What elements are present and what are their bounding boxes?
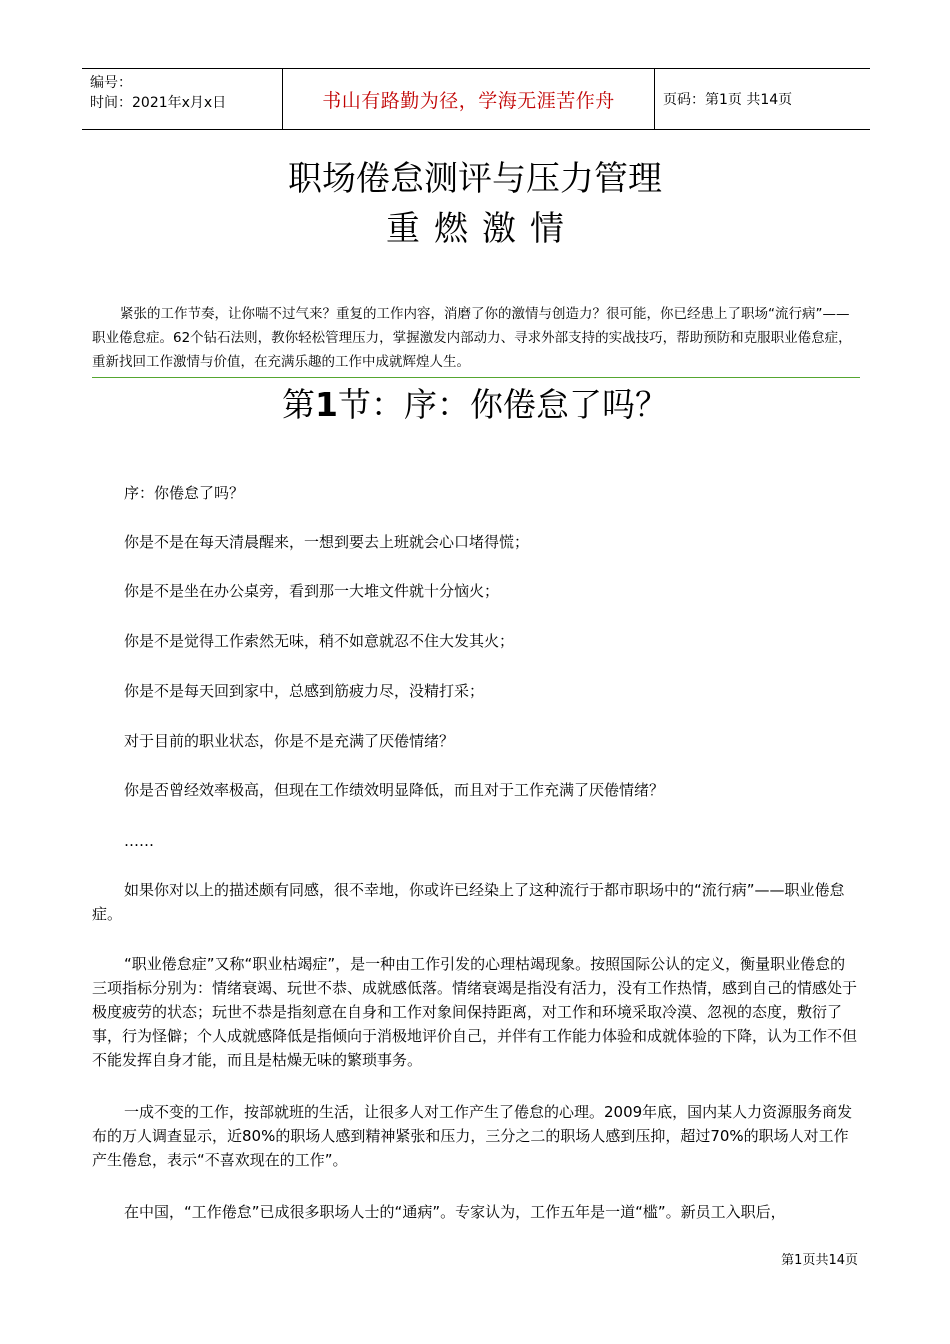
- paragraph: 你是不是在每天清晨醒来，一想到要去上班就会心口堵得慌；: [124, 533, 530, 551]
- paragraph: 一成不变的工作，按部就班的生活，让很多人对工作产生了倦怠的心理。2009年底，国内某人力资源服务商发布的万人调查显示，近80%的职场人感到精神紧张和压力，三分之二的职场人感到压抑，超过70%的职场人对工作产生倦怠，表示“不喜欢现在的工作”。: [92, 1103, 853, 1169]
- document-date-label: 时间：2021年x月x日: [90, 95, 227, 111]
- page-header: [82, 68, 870, 130]
- section-number: 1: [315, 385, 338, 424]
- paragraph: 你是不是觉得工作索然无味，稍不如意就忍不住大发其火；: [124, 632, 515, 650]
- paragraph: 在中国，“工作倦怠”已成很多职场人士的“通病”。专家认为，工作五年是一道“槛”。新员工入职后，: [124, 1203, 786, 1221]
- paragraph: “职业倦怠症”又称“职业枯竭症”，是一种由工作引发的心理枯竭现象。按照国际公认的定义，衡量职业倦怠的三项指标分别为：情绪衰竭、玩世不恭、成就感低落。情绪衰竭是指没有活力，没有工作热情，感到自己的情感处于极度疲劳的状态；玩世不恭是指刻意在自身和工作对象间保持距离，对工作和环境采取冷漠、忽视的态度，敷衍了事，行为怪僻；个人成就感降低是指倾向于消极地评价自己，并伴有工作能力体验和成就体验的下降，认为工作不但不能发挥自身才能，而且是枯燥无味的繁琐事务。: [92, 955, 858, 1069]
- intro-paragraph: 紧张的工作节奏，让你喘不过气来？重复的工作内容，消磨了你的激情与创造力？很可能，你已经患上了职场“流行病”——职业倦怠症。62个钻石法则，教你轻松管理压力，掌握激发内部动力、寻求外部支持的实战技巧，帮助预防和克服职业倦怠症，重新找回工作激情与价值，在充满乐趣的工作中成就辉煌人生。: [92, 306, 852, 370]
- paragraph: 序：你倦怠了吗？: [124, 484, 245, 502]
- paragraph: 你是否曾经效率极高，但现在工作绩效明显降低，而且对于工作充满了厌倦情绪？: [124, 781, 665, 799]
- paragraph: ……: [124, 832, 154, 850]
- document-number-label: 编号：: [90, 75, 132, 91]
- paragraph: 你是不是坐在办公桌旁，看到那一大堆文件就十分恼火；: [124, 582, 500, 600]
- document-title: 职场倦怠测评与压力管理: [288, 159, 662, 199]
- paragraph: 对于目前的职业状态，你是不是充满了厌倦情绪？: [124, 732, 455, 750]
- header-meta: [82, 69, 282, 129]
- section-heading: [0, 380, 950, 430]
- section-suffix: 节：序：你倦怠了吗？: [337, 385, 668, 424]
- header-motto: 书山有路勤为径，学海无涯苦作舟: [282, 69, 655, 129]
- header-page-info: 页码：第1页 共14页: [663, 92, 793, 108]
- paragraph: 如果你对以上的描述颇有同感，很不幸地，你或许已经染上了这种流行于都市职场中的“流行病”——职业倦怠症。: [92, 881, 845, 923]
- page-footer: 第1页共14页: [781, 1253, 858, 1268]
- paragraph: 你是不是每天回到家中，总感到筋疲力尽，没精打采；: [124, 682, 485, 700]
- section-divider: [92, 377, 860, 378]
- document-subtitle: 重燃激情: [386, 209, 578, 249]
- section-prefix: 第: [282, 385, 316, 424]
